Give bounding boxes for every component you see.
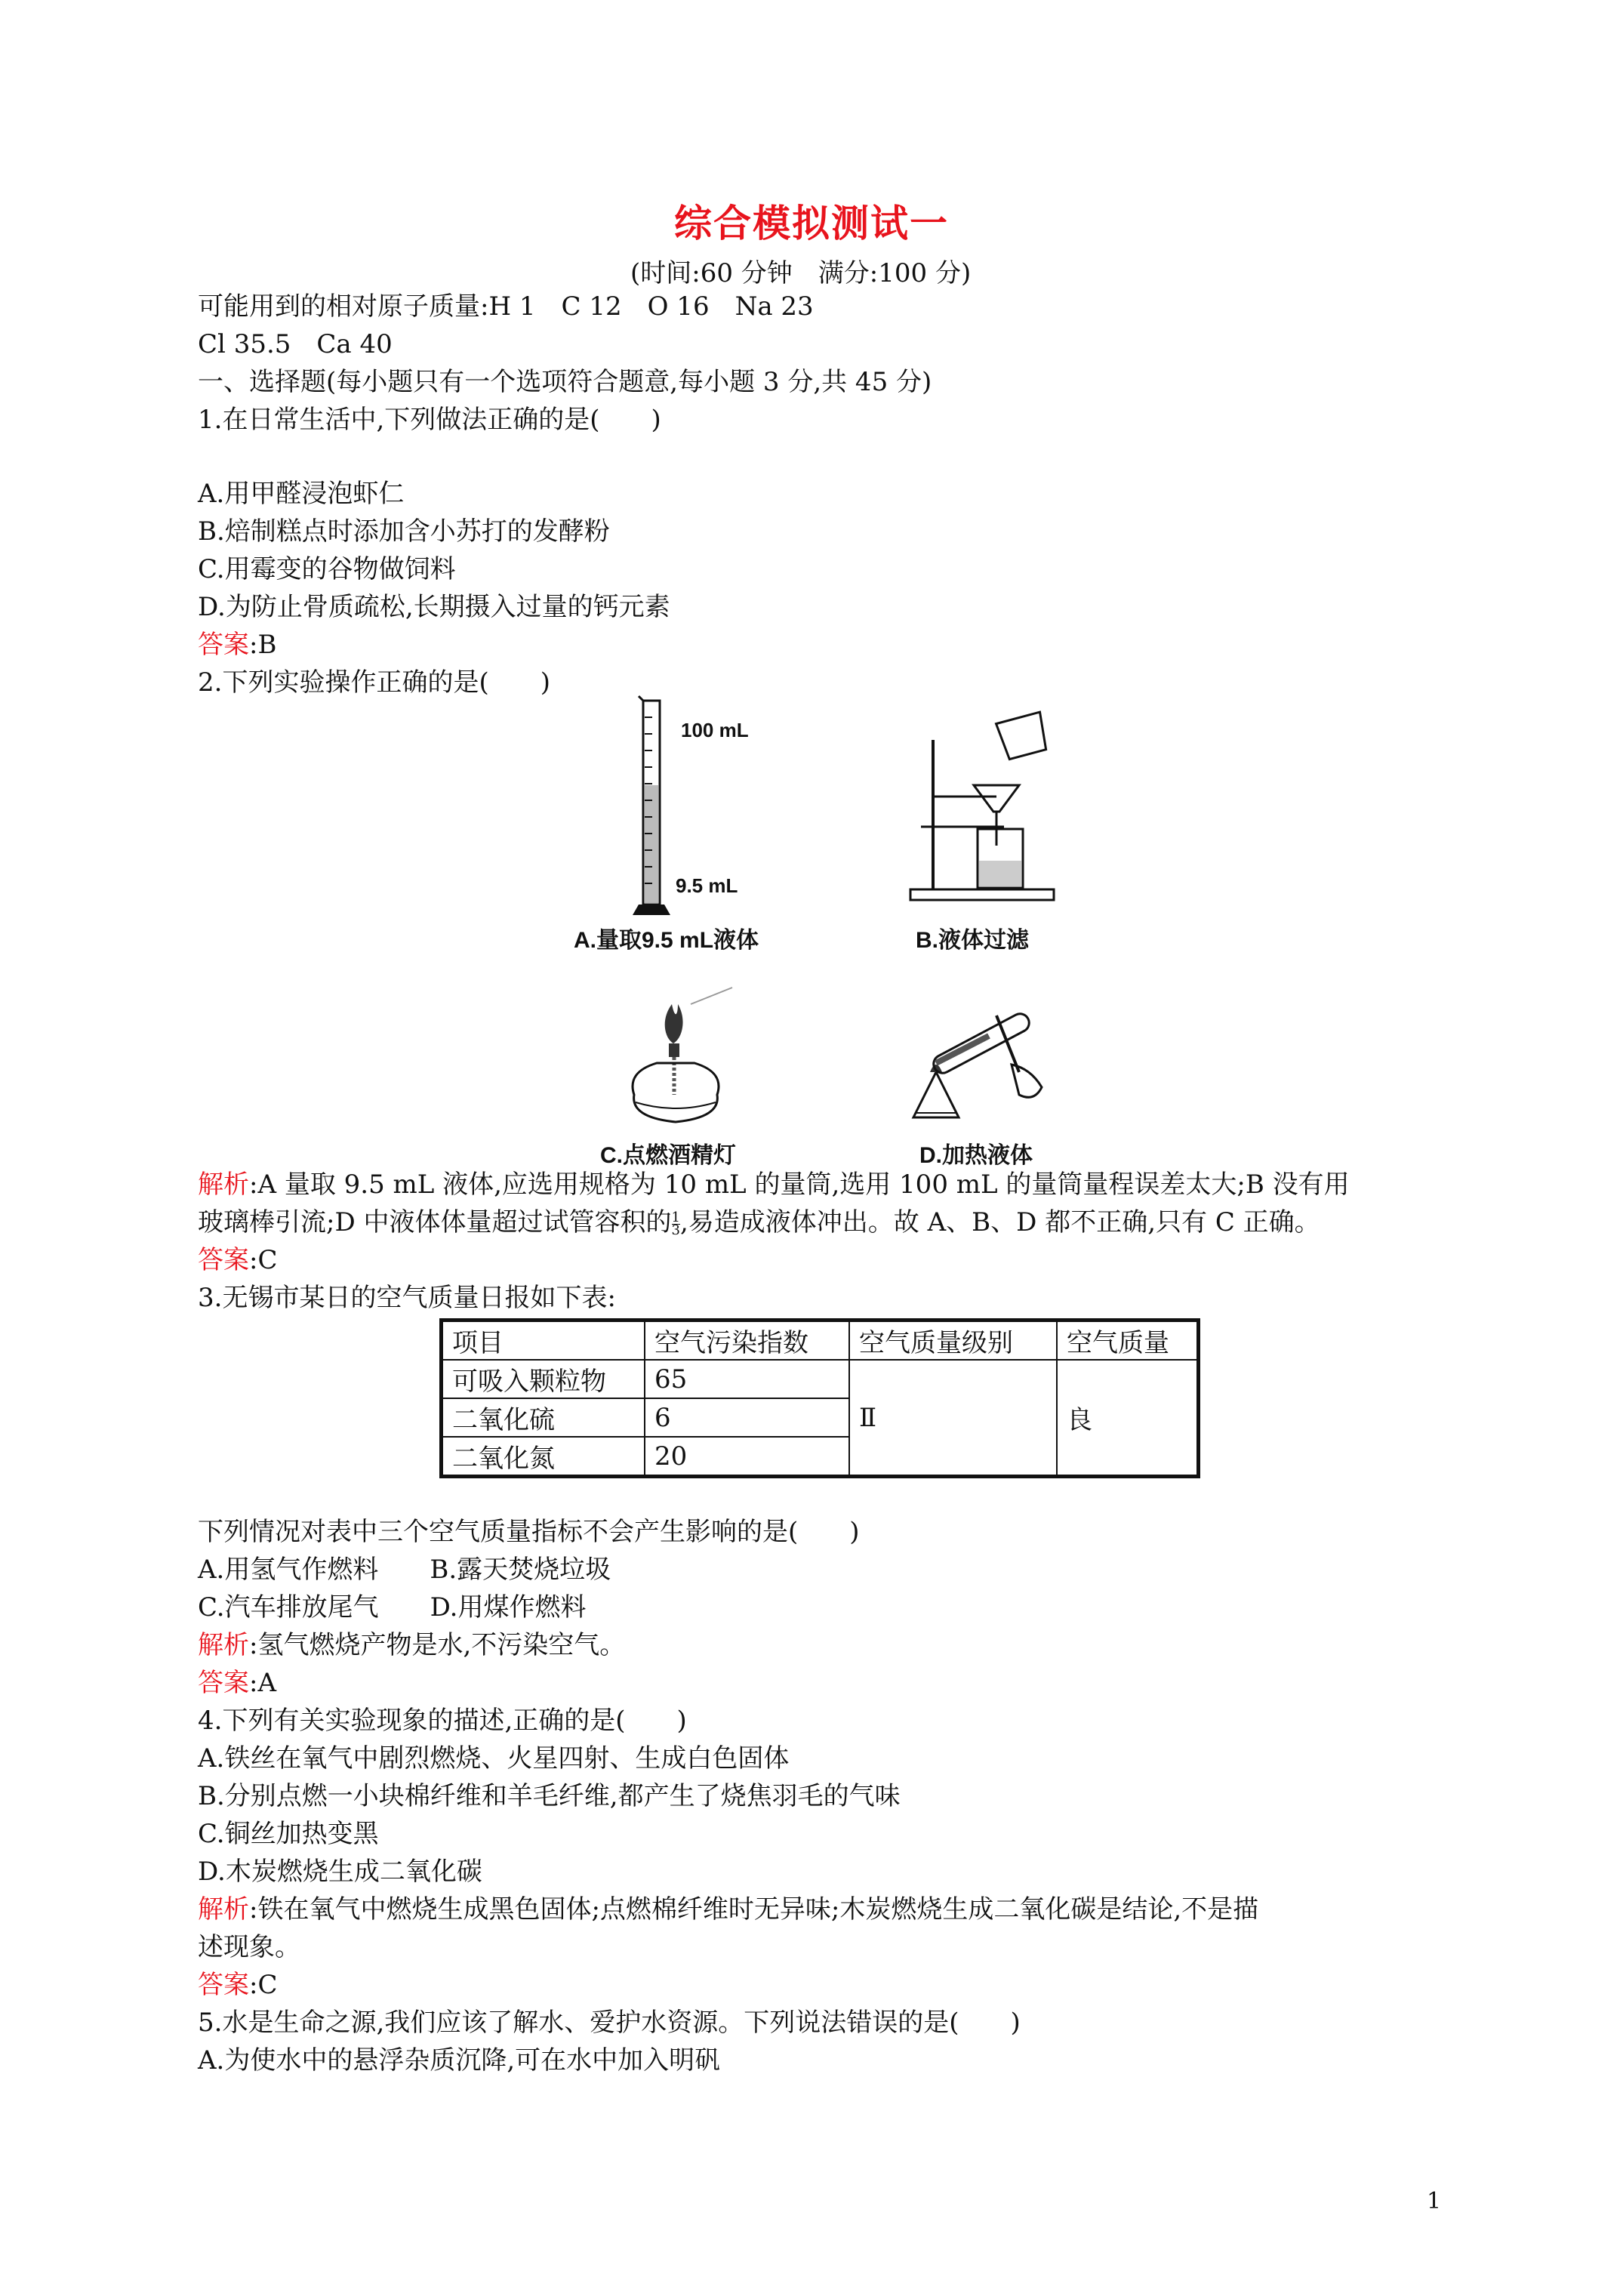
q4-option-d: D.木炭燃烧生成二氧化碳 bbox=[198, 1857, 482, 1887]
table-header-cell: 空气质量级别 bbox=[849, 1321, 1057, 1361]
table-header-cell: 项目 bbox=[442, 1321, 645, 1361]
table-cell-quality: 良 bbox=[1057, 1360, 1199, 1477]
analysis-text: 玻璃棒引流;D 中液体体量超过试管容积的 bbox=[198, 1207, 672, 1237]
filtration-figure bbox=[906, 702, 1072, 906]
answer-value: :C bbox=[249, 1245, 278, 1275]
q1-stem: 1.在日常生活中,下列做法正确的是( ) bbox=[198, 405, 661, 435]
figure-c-label: C.点燃酒精灯 bbox=[600, 1143, 736, 1168]
q3-stem: 3.无锡市某日的空气质量日报如下表: bbox=[198, 1283, 616, 1313]
q1-option-b: B.焙制糕点时添加含小苏打的发酵粉 bbox=[198, 516, 610, 547]
q4-option-c: C.铜丝加热变黑 bbox=[198, 1819, 379, 1849]
q3-answer bbox=[198, 1666, 276, 1700]
table-cell: 6 bbox=[645, 1398, 849, 1437]
answer-label: 答案 bbox=[198, 630, 249, 660]
cylinder-bottom-mark: 9.5 mL bbox=[676, 874, 738, 897]
heating-liquid-figure bbox=[906, 1004, 1072, 1133]
table-cell: 65 bbox=[645, 1360, 849, 1398]
table-row bbox=[442, 1360, 1199, 1398]
answer-label: 答案 bbox=[198, 1245, 249, 1275]
q3-analysis bbox=[198, 1629, 625, 1662]
figure-a-label: A.量取9.5 mL液体 bbox=[574, 928, 759, 953]
analysis-text: ,易造成液体冲出。故 A、B、D 都不正确,只有 C 正确。 bbox=[679, 1207, 1320, 1237]
cylinder-top-mark: 100 mL bbox=[681, 719, 749, 741]
exam-info: (时间:60 分钟 满分:100 分) bbox=[630, 258, 972, 288]
page-number: 1 bbox=[1427, 2188, 1442, 2214]
q4-option-a: A.铁丝在氧气中剧烈燃烧、火星四射、生成白色固体 bbox=[198, 1743, 790, 1774]
q4-answer bbox=[198, 1968, 277, 2002]
q2-analysis-line-1 bbox=[198, 1168, 1350, 1201]
air-quality-table bbox=[439, 1318, 1200, 1478]
q3-options-ab: A.用氢气作燃料 B.露天焚烧垃圾 bbox=[198, 1555, 611, 1585]
analysis-label: 解析 bbox=[198, 1170, 249, 1200]
q4-stem: 4.下列有关实验现象的描述,正确的是( ) bbox=[198, 1706, 687, 1736]
table-cell-level: Ⅱ bbox=[849, 1360, 1057, 1477]
answer-value: :B bbox=[249, 630, 277, 660]
q4-option-b: B.分别点燃一小块棉纤维和羊毛纤维,都产生了烧焦羽毛的气味 bbox=[198, 1781, 901, 1811]
table-cell: 二氧化硫 bbox=[442, 1398, 645, 1437]
q2-answer bbox=[198, 1244, 277, 1277]
answer-value: :A bbox=[249, 1668, 277, 1698]
alcohol-lamp-figure bbox=[619, 982, 740, 1133]
analysis-label: 解析 bbox=[198, 1894, 249, 1925]
fraction-denominator: 3 bbox=[671, 1222, 680, 1238]
q4-analysis-line-1 bbox=[198, 1893, 1258, 1926]
q3-question: 下列情况对表中三个空气质量指标不会产生影响的是( ) bbox=[198, 1517, 860, 1547]
q1-answer bbox=[198, 628, 276, 661]
fraction-numerator: 1 bbox=[671, 1209, 680, 1225]
answer-value: :C bbox=[249, 1970, 278, 2000]
fraction-one-third bbox=[671, 1209, 680, 1238]
table-cell: 20 bbox=[645, 1437, 849, 1477]
q3-options-cd: C.汽车排放尾气 D.用煤作燃料 bbox=[198, 1592, 587, 1623]
analysis-label: 解析 bbox=[198, 1630, 249, 1660]
table-cell: 可吸入颗粒物 bbox=[442, 1360, 645, 1398]
q5-stem: 5.水是生命之源,我们应该了解水、爱护水资源。下列说法错误的是( ) bbox=[198, 2008, 1021, 2038]
q2-stem: 2.下列实验操作正确的是( ) bbox=[198, 667, 550, 698]
atomic-mass-line-2: Cl 35.5 Ca 40 bbox=[198, 329, 393, 359]
analysis-text: :氢气燃烧产物是水,不污染空气。 bbox=[249, 1630, 626, 1660]
figure-b-label: B.液体过滤 bbox=[916, 928, 1029, 953]
section-heading: 一、选择题(每小题只有一个选项符合题意,每小题 3 分,共 45 分) bbox=[198, 367, 932, 397]
q5-option-a: A.为使水中的悬浮杂质沉降,可在水中加入明矾 bbox=[198, 2045, 721, 2076]
analysis-text: :A 量取 9.5 mL 液体,应选用规格为 10 mL 的量筒,选用 100 mL 的量筒量程误差太大;B 没有用 bbox=[249, 1170, 1350, 1200]
q4-analysis-line-2: 述现象。 bbox=[198, 1932, 300, 1962]
q1-option-a: A.用甲醛浸泡虾仁 bbox=[198, 479, 405, 509]
analysis-text: :铁在氧气中燃烧生成黑色固体;点燃棉纤维时无异味;木炭燃烧生成二氧化碳是结论,不是描 bbox=[249, 1894, 1259, 1925]
answer-label: 答案 bbox=[198, 1668, 249, 1698]
table-header-cell: 空气质量 bbox=[1057, 1321, 1199, 1361]
q1-option-c: C.用霉变的谷物做饲料 bbox=[198, 554, 456, 584]
figure-d-label: D.加热液体 bbox=[919, 1143, 1033, 1168]
q1-option-d: D.为防止骨质疏松,长期摄入过量的钙元素 bbox=[198, 592, 670, 622]
table-header-cell: 空气污染指数 bbox=[645, 1321, 849, 1361]
atomic-mass-line-1: 可能用到的相对原子质量:H 1 C 12 O 16 Na 23 bbox=[198, 291, 814, 322]
table-header-row bbox=[442, 1321, 1199, 1361]
q2-analysis-line-2 bbox=[198, 1206, 1320, 1239]
answer-label: 答案 bbox=[198, 1970, 249, 2000]
page-title: 综合模拟测试一 bbox=[674, 201, 949, 245]
table-cell: 二氧化氮 bbox=[442, 1437, 645, 1477]
